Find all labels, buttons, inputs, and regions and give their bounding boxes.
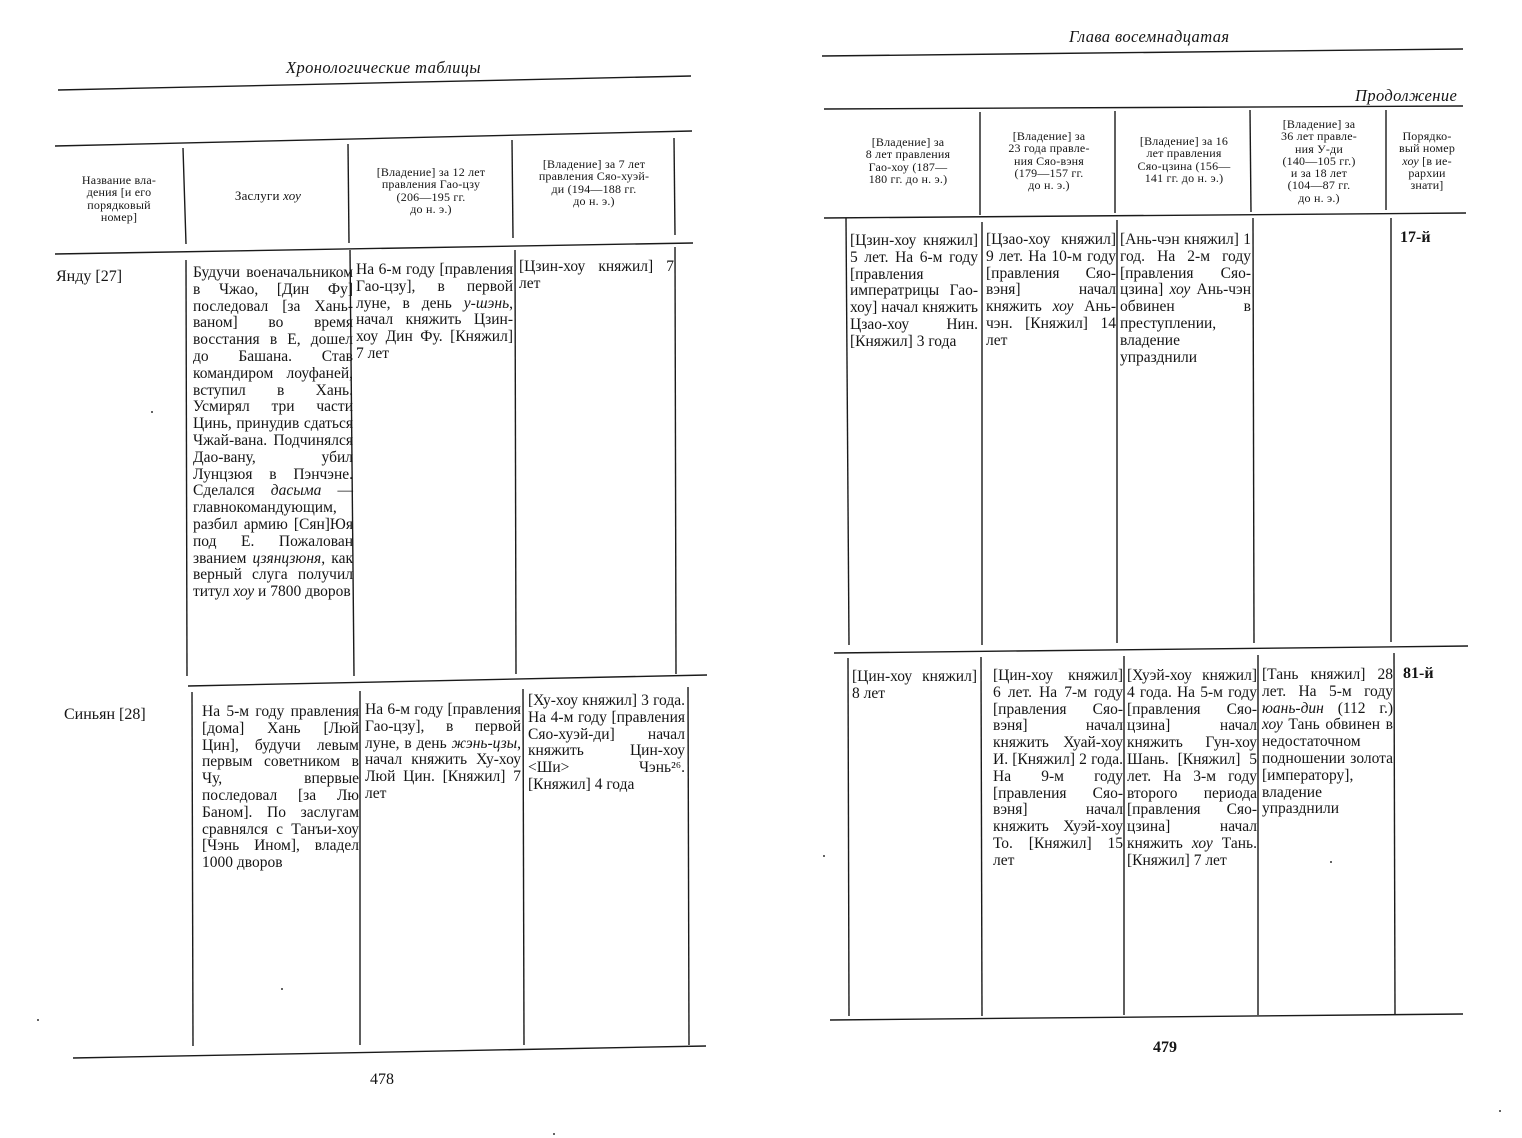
header-cell: Название вла- дения [и его порядковый номер] [81, 173, 157, 224]
col-rule-left-1 [183, 148, 186, 244]
col-rule-right-3b [1253, 218, 1254, 643]
header-cell-rank: Порядко- вый номер хоу [в ие- рархии знати] [1398, 129, 1456, 193]
header-cell: [Владение] за 8 лет правления Гао-хоу (187— 180 гг. до н. э.) [865, 135, 951, 186]
col-rule-left-4 [674, 138, 675, 235]
header-bottom-rule-right [824, 213, 1466, 218]
table-top-rule-right [824, 106, 1463, 109]
xiaojing-cell: [Хуэй-хоу княжил] 4 года. На 5-м году [правления Сяо-цзина] начал княжить Гун-хоу Шань. [Княжил] 5 лет. На 3-м году второго периода [правления Сяо-цзина] начал княжить хоу Тань. [Княжил] 7 лет [1127, 667, 1257, 869]
header-cell: [Владение] за 12 лет правления Гао-цзу (206—195 гг. до н. э.) [376, 165, 486, 216]
gaozu-cell: На 6-м году [правления Гао-цзу], в первой луне, в день у-шэнь, начал княжить Цзин-хоу Дин Фу. [Княжил] 7 лет [356, 261, 513, 362]
merits-cell: Будучи военачальником в Чжао, [Дин Фу] последовал [за Хань-ваном] во время восстания в Е, дошел до Башана. Став командиром лоуфаней, вступил в Хань. Усмирял три части Цинь, принудив сдаться Чжай-вана. Подчинялся Дао-вану, убил Лунцзюя в Пэнчэне. Сделался дасыма — главнокомандующим, разбил армию [Сян]Юя под Е. Пожалован званием цзянцзюня, как верный слуга получил титул хоу и 7800 дворов [193, 264, 353, 601]
scan-speck [553, 1133, 555, 1135]
col-rule-right-1c [981, 657, 982, 1016]
xiaohui-cell: [Ху-хоу княжил] 3 года. На 4-м году [правления Сяо-хуэй-ди] начал княжить Цин-хоу <Ши> Чэнь²⁶. [Княжил] 4 года [528, 692, 685, 793]
header-cell: [Владение] за 23 года правле- ния Сяо-вэня (179—157 гг. до н. э.) [1008, 129, 1090, 193]
row-name: Синьян [28] [64, 706, 146, 723]
gaohou-cell: [Цзин-хоу княжил] 5 лет. На 6-м году [правления императрицы Гао-хоу] начал княжить Цзао-хоу Нин. [Княжил] 3 года [850, 232, 978, 350]
table-top-rule-left [55, 131, 692, 146]
scan-speck [823, 855, 825, 857]
merits-cell: На 5-м году правления [дома] Хань [Люй Цин], будучи левым первым советником в Чу, впервые последовал [за Лю Баном]. По заслугам сравнялся с Танъи-хоу [Чэнь Ином], владел 1000 дворов [202, 703, 359, 872]
xiaohui-cell: [Цзин-хоу княжил] 7 лет [519, 258, 674, 292]
xiaowen-cell: [Цин-хоу княжил] 6 лет. На 7-м году [правления Сяо-вэня] начал княжить Хуай-хоу И. [Княжил] 2 года. На 9-м году [правления Сяо-вэня] начал княжить Хуэй-хоу То. [Княжил] 15 лет [993, 667, 1123, 869]
rank-cell: 81-й [1403, 665, 1434, 682]
page-number: 479 [1153, 1039, 1177, 1056]
header-bottom-rule-left [55, 243, 693, 254]
col-rule-left-3c [523, 689, 524, 1045]
xiaojing-cell: [Ань-чэн княжил] 1 год. На 2-м году [правления Сяо-цзина] хоу Ань-чэн обвинен в преступлении, владение упразднили [1120, 231, 1251, 366]
row-divider-left [188, 675, 707, 686]
row-divider-right [834, 646, 1468, 653]
col-rule-left-1b [186, 260, 187, 676]
col-rule-left-3 [512, 140, 513, 238]
col-rule-left-3b [515, 250, 516, 674]
scan-speck [1499, 1110, 1501, 1112]
header-cell-merits: Заслуги хоу [234, 188, 302, 203]
page-number: 478 [370, 1071, 394, 1088]
xiaowen-cell: [Цзао-хоу княжил] 9 лет. На 10-м году [правления Сяо-вэня] начал княжить хоу Ань-чэн. [Княжил] 14 лет [986, 231, 1116, 349]
wudi-cell: [Тань княжил] 28 лет. На 5-м году юань-дин (112 г.) хоу Тань обвинен в недостаточном подношении золота [императору], владение упразднили [1262, 666, 1393, 818]
running-head: Хронологические таблицы [286, 58, 481, 77]
running-head-rule-right [822, 49, 1463, 56]
col-rule-left-1c [192, 692, 193, 1046]
header-cell: [Владение] за 16 лет правления Сяо-цзина (156— 141 гг. до н. э.) [1137, 134, 1231, 185]
scan-speck [281, 988, 283, 990]
header-cell: [Владение] за 7 лет правления Сяо-хуэй- ди (194—188 гг. до н. э.) [538, 157, 650, 208]
col-rule-left-4c [688, 687, 689, 1045]
col-rule-right-0 [846, 218, 849, 645]
col-rule-right-0c [848, 658, 849, 1016]
scan-speck [151, 411, 153, 413]
scan-speck [1330, 861, 1332, 863]
col-rule-left-4b [675, 247, 676, 674]
row-name: Янду [27] [56, 268, 123, 285]
table-bottom-rule-right [830, 1014, 1463, 1020]
gaohou-cell: [Цин-хоу княжил] 8 лет [852, 668, 977, 702]
col-rule-left-2 [348, 144, 349, 243]
rank-cell: 17-й [1400, 229, 1431, 246]
header-cell: [Владение] за 36 лет правле- ния У-ди (140—105 гг.) и за 18 лет (104—87 гг. до н. э.) [1281, 117, 1357, 205]
running-head-rule-left [58, 76, 691, 90]
col-rule-right-3 [1250, 110, 1251, 212]
table-bottom-rule-left [73, 1046, 706, 1058]
col-rule-right-4c [1394, 653, 1395, 1014]
gaozu-cell: На 6-м году [правления Гао-цзу], в первой луне, в день жэнь-цзы, начал княжить Ху-хоу Люй Цин. [Княжил] 7 лет [365, 701, 521, 802]
scan-speck [37, 1019, 39, 1021]
running-head: Глава восемнадцатая [1069, 27, 1230, 46]
continuation-label: Продолжение [1355, 86, 1458, 105]
